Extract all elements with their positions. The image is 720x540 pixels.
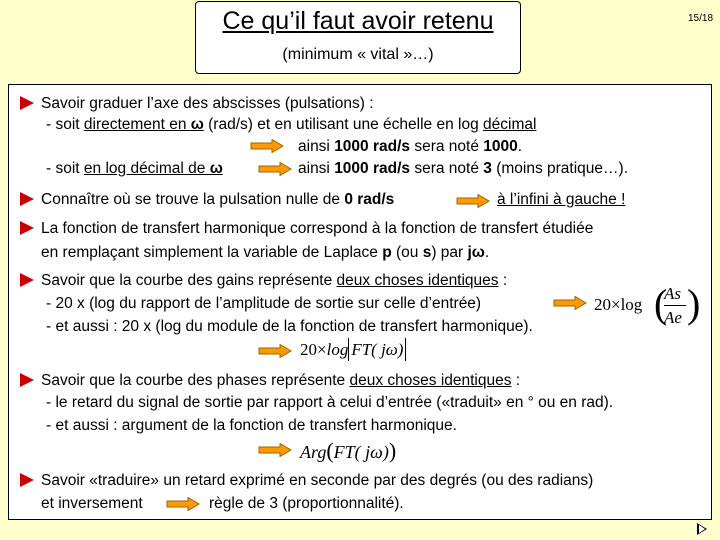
title-box [195,1,521,74]
bullet-icon [20,273,34,287]
arrow-icon [258,162,292,176]
b6-line2b: règle de 3 (proportionnalité). [209,495,404,512]
b5-line3: - et aussi : argument de la fonction de transfert harmonique. [46,417,457,434]
bullet-icon [20,192,34,206]
arrow-icon [250,139,284,153]
page-subtitle: (minimum « vital »…) [282,46,434,63]
b1-line3: ainsi 1000 rad/s sera noté 1000. [298,138,523,155]
b4-line3: - et aussi : 20 x (log du module de la fonction de transfert harmonique). [46,318,533,335]
b2-line1: Connaître où se trouve la pulsation nulle de 0 rad/s [41,191,395,208]
page-title: Ce qu’il faut avoir retenu [222,7,494,35]
b2-infinity-text: à l’infini à gauche ! [497,191,626,208]
bullet-icon [20,96,34,110]
b5-line1: Savoir que la courbe des phases représente deux choses identiques : [41,372,521,389]
b4-line2: - 20 x (log du rapport de l’amplitude de sortie sur celle d’entrée) [46,295,482,312]
b4-line1: Savoir que la courbe des gains représente deux choses identiques : [41,272,508,289]
b1-line4a: - soit en log décimal de ω [46,160,223,177]
bullet-icon [20,473,34,487]
bullet-icon [20,373,34,387]
b3-line1: La fonction de transfert harmonique correspond à la fonction de transfert étudiée [41,220,594,237]
b1-line2: - soit directement en ω (rad/s) et en utilisant une échelle en log décimal [46,116,537,133]
b3-line2: en remplaçant simplement la variable de Laplace p (ou s) par jω. [41,244,490,261]
b1-log-text: en log décimal de ω [83,160,223,177]
phase-arg-formula: Arg(FT( jω)) [300,438,397,463]
arrow-icon [166,497,200,511]
b1-line4b: ainsi 1000 rad/s sera noté 3 (moins pratique…). [298,160,629,177]
b5-line2: - le retard du signal de sortie par rapport à celui d’entrée («traduit» en ° ou en rad). [46,394,614,411]
b6-line2a: et inversement [41,495,143,512]
b1-line1: Savoir graduer l’axe des abscisses (pulsations) : [41,95,374,112]
arrow-icon [553,296,587,310]
gain-module-formula: 20×log FT( jω) [300,340,406,360]
page-number: 15/18 [688,13,714,24]
b1-direct-text: directement en ω [83,116,204,133]
b6-line1: Savoir «traduire» un retard exprimé en seconde par des degrés (ou des radians) [41,472,594,489]
arrow-icon [258,344,292,358]
arrow-icon [258,443,292,457]
arrow-icon [456,194,490,208]
bullet-icon [20,221,34,235]
next-slide-icon[interactable] [697,523,707,535]
